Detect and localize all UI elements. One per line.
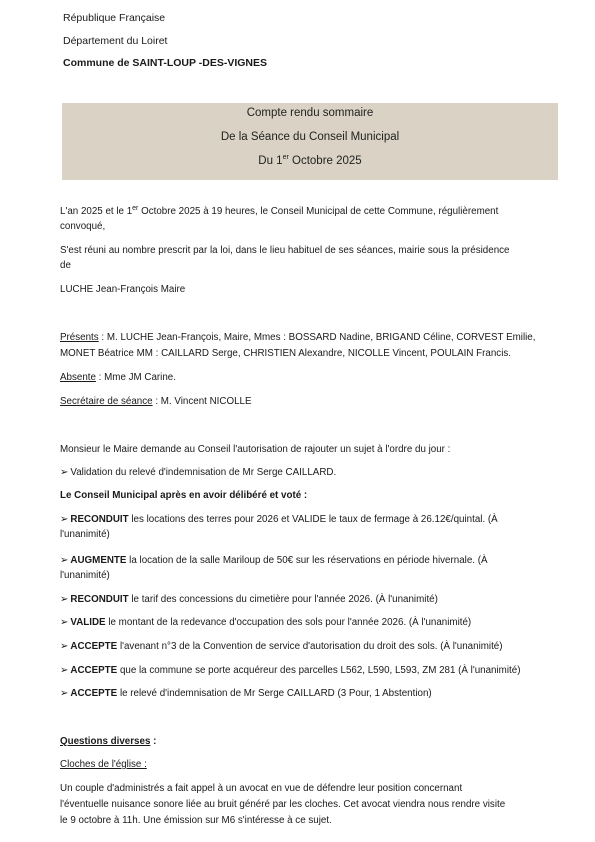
secretaire-line: Secrétaire de séance : M. Vincent NICOLLE (60, 396, 252, 407)
arrow-bullet-icon: ➢ (60, 467, 69, 478)
intro-paragraph-1: L'an 2025 et le 1er Octobre 2025 à 19 heures, le Conseil Municipal de cette Commune, régulièrement (60, 205, 499, 217)
title-line-3: Du 1er Octobre 2025 (258, 154, 362, 167)
decision-7: ➢ ACCEPTE le relevé d'indemnisation de Mr Serge CAILLARD (3 Pour, 1 Abstention) (60, 688, 432, 699)
title-box (62, 103, 558, 180)
questions-line-2: l'éventuelle nuisance sonore liée au bruit généré par les cloches. Cet avocat viendra nous rendre visite (60, 799, 506, 810)
header-republique: République Française (63, 12, 166, 24)
decision-5: ➢ ACCEPTE l'avenant n°3 de la Convention de service d'autorisation du droit des sols. (À l'unanimité) (60, 641, 503, 652)
arrow-bullet-icon: ➢ (60, 665, 69, 676)
questions-line-1: Un couple d'administrés a fait appel à un avocat en vue de défendre leur position concernant (60, 783, 463, 794)
intro-president: LUCHE Jean-François Maire (60, 284, 186, 295)
questions-line-3: le 9 octobre à 11h. Une émission sur M6 s'intéresse à ce sujet. (60, 815, 332, 826)
decision-3: ➢ RECONDUIT le tarif des concessions du cimetière pour l'année 2026. (À l'unanimité) (60, 594, 438, 605)
arrow-bullet-icon: ➢ (60, 617, 69, 628)
arrow-bullet-icon: ➢ (60, 594, 69, 605)
header-commune: Commune de SAINT-LOUP -DES-VIGNES (63, 57, 267, 69)
decision-4: ➢ VALIDE le montant de la redevance d'occupation des sols pour l'année 2026. (À l'unanimité) (60, 617, 472, 628)
arrow-bullet-icon: ➢ (60, 688, 69, 699)
decision-6: ➢ ACCEPTE que la commune se porte acquéreur des parcelles L562, L590, L593, ZM 281 (À l'unanimité) (60, 665, 521, 676)
title-line-2: De la Séance du Conseil Municipal (220, 131, 400, 143)
intro-paragraph-2: S'est réuni au nombre prescrit par la loi, dans le lieu habituel de ses séances, mairie sous la présidence (60, 245, 510, 256)
questions-subheading: Cloches de l'église : (60, 759, 147, 770)
request-item: ➢ Validation du relevé d'indemnisation de Mr Serge CAILLARD. (60, 467, 337, 478)
header-departement: Département du Loiret (63, 35, 168, 47)
intro-paragraph-1-cont: convoqué, (60, 221, 106, 232)
arrow-bullet-icon: ➢ (60, 514, 69, 525)
intro-paragraph-2-cont: de (60, 260, 71, 271)
decision-1: ➢ RECONDUIT les locations des terres pour 2026 et VALIDE le taux de fermage à 26.12€/quintal. (À (60, 514, 498, 525)
decision-1-cont: l'unanimité) (60, 529, 110, 540)
request-line: Monsieur le Maire demande au Conseil l'autorisation de rajouter un sujet à l'ordre du jour : (60, 444, 451, 455)
deliberation-heading: Le Conseil Municipal après en avoir délibéré et voté : (60, 490, 308, 501)
arrow-bullet-icon: ➢ (60, 641, 69, 652)
decision-2-cont: l'unanimité) (60, 570, 110, 581)
presents-line-2: MONET Béatrice MM : CAILLARD Serge, CHRISTIEN Alexandre, NICOLLE Vincent, POULAIN Francis. (60, 348, 511, 359)
questions-heading: Questions diverses : (60, 736, 157, 747)
decision-2: ➢ AUGMENTE la location de la salle Mariloup de 50€ sur les réservations en période hivernale. (À (60, 555, 488, 566)
title-line-1: Compte rendu sommaire (246, 107, 374, 119)
arrow-bullet-icon: ➢ (60, 555, 69, 566)
presents-line-1: Présents : M. LUCHE Jean-François, Maire, Mmes : BOSSARD Nadine, BRIGAND Céline, CORVEST Emilie, (60, 332, 536, 343)
absente-line: Absente : Mme JM Carine. (60, 372, 176, 383)
